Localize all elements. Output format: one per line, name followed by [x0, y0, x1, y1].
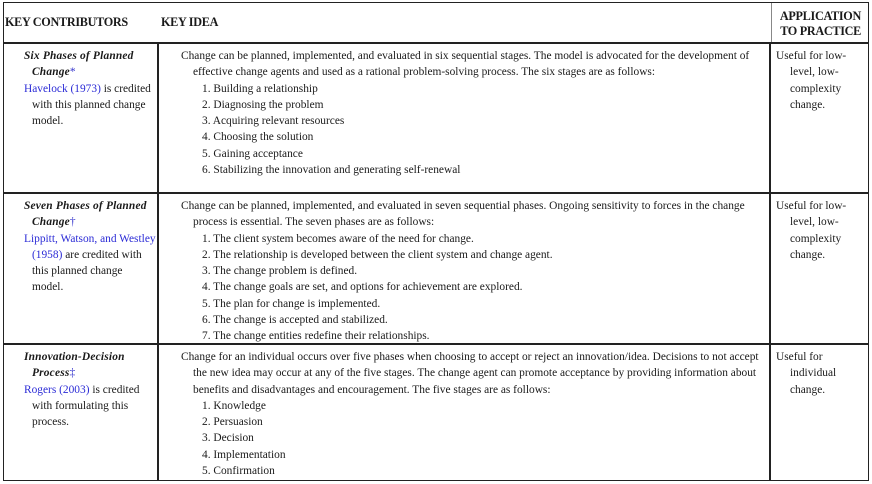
model-title — [24, 349, 156, 382]
header-key-contributors: KEY CONTRIBUTORS — [5, 15, 128, 29]
contributor-cell — [4, 194, 159, 343]
list-item: 1. Building a relationship — [202, 82, 318, 95]
credit-rest: are credited with this planned change model. — [32, 248, 142, 294]
list-item: 1. Knowledge — [202, 399, 266, 412]
table-header-row — [4, 3, 868, 44]
list-item: 2. Diagnosing the problem — [202, 98, 324, 111]
table-row — [4, 345, 868, 480]
application-cell — [771, 194, 867, 343]
header-application-line2: TO PRACTICE — [780, 24, 861, 38]
footnote-mark[interactable]: * — [69, 66, 76, 79]
table-row — [4, 194, 868, 345]
model-title-text: Innovation-Decision Process — [24, 351, 125, 380]
contributor-cell — [4, 44, 159, 192]
credit-text — [24, 81, 156, 130]
list-item: 4. The change goals are set, and options for achievement are explored. — [202, 281, 523, 294]
contributor-cell — [4, 345, 159, 480]
model-title — [24, 198, 156, 231]
steps-list — [181, 398, 767, 479]
list-item: 6. Stabilizing the innovation and generating self-renewal — [202, 164, 461, 177]
list-item: 4. Choosing the solution — [202, 131, 314, 144]
list-item: 2. Persuasion — [202, 416, 263, 429]
steps-list — [181, 81, 767, 179]
credit-text — [24, 382, 156, 431]
idea-description: Change can be planned, implemented, and evaluated in six sequential stages. The model is advocated for the development of effective change agents and used as a rational problem-solving process. The six stages are as follows: — [181, 50, 750, 79]
idea-description: Change can be planned, implemented, and evaluated in seven sequential phases. Ongoing sensitivity to forces in the change process is essential. The seven phases are as follows: — [181, 200, 745, 229]
application-cell — [771, 345, 867, 480]
header-application-line1: APPLICATION — [779, 9, 861, 23]
header-cell-contributors — [4, 3, 159, 42]
list-item: 3. The change problem is defined. — [202, 265, 358, 278]
list-item: 5. The plan for change is implemented. — [202, 297, 381, 310]
citation-link[interactable]: Havelock (1973) — [24, 82, 101, 95]
change-models-table — [3, 2, 869, 481]
list-item: 3. Decision — [202, 432, 254, 445]
list-item: 5. Confirmation — [202, 465, 275, 478]
header-cell-idea — [159, 3, 771, 42]
header-cell-application — [771, 3, 867, 42]
list-item: 4. Implementation — [202, 448, 286, 461]
model-title-text: Seven Phases of Planned Change — [24, 200, 147, 229]
idea-cell — [159, 44, 771, 192]
idea-cell — [159, 194, 771, 343]
credit-rest: is credited with formulating this process. — [32, 383, 140, 429]
model-title — [24, 48, 156, 81]
citation-link[interactable]: Lippitt, Watson, and Westley (1958) — [24, 232, 156, 261]
list-item: 2. The relationship is developed between the client system and change agent. — [202, 248, 553, 261]
idea-description: Change for an individual occurs over five phases when choosing to accept or reject an innovation/idea. Decisions to not accept the new idea may occur at any of the five stages. The change agent can promote acceptance by providing information about benefits and disadvantages and encouragement. The five stages are as follows: — [181, 351, 759, 396]
footnote-mark[interactable]: † — [69, 216, 76, 229]
application-text: Useful for low-level, low-complexity change. — [776, 50, 847, 111]
header-application-to-practice — [771, 9, 861, 39]
idea-cell — [159, 345, 771, 480]
application-text: Useful for individual change. — [776, 351, 837, 396]
citation-link[interactable]: Rogers (2003) — [24, 383, 90, 396]
header-key-idea: KEY IDEA — [161, 15, 219, 29]
list-item: 5. Gaining acceptance — [202, 147, 303, 160]
list-item: 1. The client system becomes aware of the need for change. — [202, 232, 474, 245]
credit-text — [24, 231, 156, 296]
application-cell — [771, 44, 867, 192]
list-item: 7. The change entities redefine their relationships. — [202, 330, 430, 343]
table-row — [4, 44, 868, 194]
model-title-text: Six Phases of Planned Change — [24, 50, 134, 79]
list-item: 3. Acquiring relevant resources — [202, 115, 345, 128]
steps-list — [181, 231, 767, 345]
credit-rest: is credited with this planned change model. — [32, 82, 151, 128]
list-item: 6. The change is accepted and stabilized. — [202, 314, 388, 327]
footnote-mark[interactable]: ‡ — [69, 367, 76, 380]
application-text: Useful for low-level, low-complexity change. — [776, 200, 847, 261]
